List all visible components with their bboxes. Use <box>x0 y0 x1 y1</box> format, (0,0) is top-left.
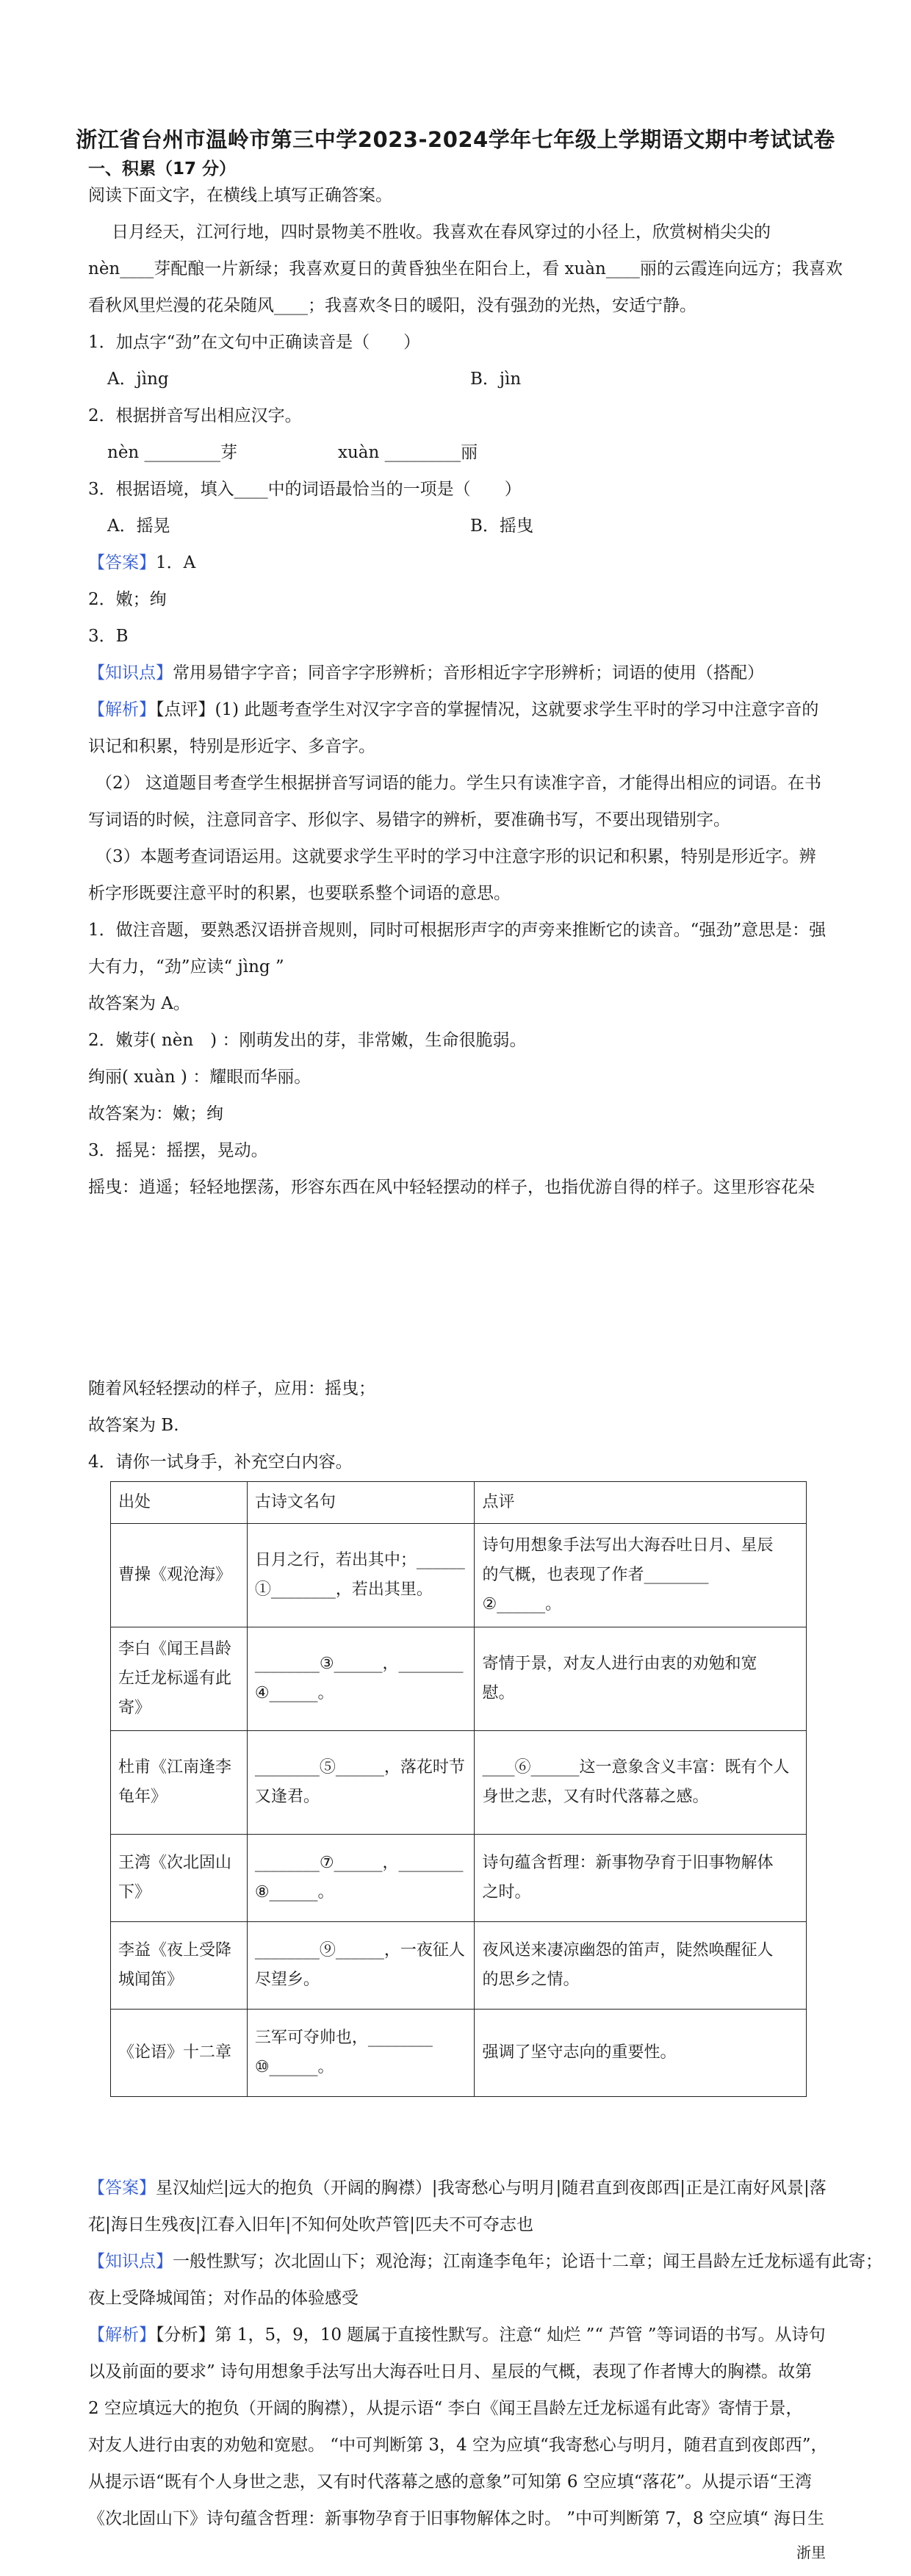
analysis-line: 故答案为：嫩；绚 <box>88 1104 223 1123</box>
quote-cell: ________⑦______，________ ⑧______。 <box>247 1835 475 1922</box>
question-3: 3．根据语境，填入____中的词语最恰当的一项是（ ） <box>88 480 522 499</box>
comment-cell: 诗句蕴含哲理：新事物孕育于旧事物解体 之时。 <box>475 1835 807 1922</box>
quote-cell: 三军可夺帅也，________ ⑩______。 <box>247 2010 475 2097</box>
analysis-line: 以及前面的要求” 诗句用想象手法写出大海吞吐日月、星辰的气概，表现了作者博大的胸襟。故第 <box>88 2362 813 2381</box>
analysis-line: 1．做注音题，要熟悉汉语拼音规则，同时可根据形声字的声旁来推断它的读音。“强劲”意思是：强 <box>88 921 827 940</box>
answer-text: 星汉灿烂|远大的抱负（开阔的胸襟）|我寄愁心与明月|随君直到夜郎西|正是江南好风景|落 <box>156 2179 827 2198</box>
analysis-line: 对友人进行由衷的劝勉和宽慰。 “中可判断第 3，4 空为应填“我寄愁心与明月，随君直到夜郎西”， <box>88 2436 828 2455</box>
option-b: B．摇曳 <box>470 517 533 536</box>
answer-line: 2．嫩；绚 <box>88 590 167 609</box>
analysis-line: （2） 这道题目考查学生根据拼音写词语的能力。学生只有读准字音，才能得出相应的词语。在书 <box>96 774 821 793</box>
table-header-row <box>111 1482 807 1524</box>
comment-cell: 诗句用想象手法写出大海吞吐日月、星辰 的气概，也表现了作者________ ②______。 <box>475 1524 807 1627</box>
question-4: 4．请你一试身手，补充空白内容。 <box>88 1453 353 1472</box>
poem-table <box>110 1481 807 2097</box>
analysis-line: 大有力，“劲”应读“ jìng ” <box>88 957 284 976</box>
comment-cell: 强调了坚守志向的重要性。 <box>475 2010 807 2097</box>
option-a: A．摇晃 <box>107 517 170 536</box>
comment-cell: ____⑥______这一意象含义丰富：既有个人 身世之悲，又有时代落幕之感。 <box>475 1731 807 1835</box>
source-cell: 曹操《观沧海》 <box>111 1524 248 1627</box>
passage-line: nèn____芽配酿一片新绿；我喜欢夏日的黄昏独坐在阳台上，看 xuàn____丽的云霞连向远方；我喜欢 <box>88 259 843 278</box>
answer-text: 1．A <box>156 553 196 572</box>
source-cell: 杜甫《江南逢李 龟年》 <box>111 1731 248 1835</box>
comment-cell: 夜风送来凄凉幽怨的笛声，陡然唤醒征人 的思乡之情。 <box>475 1922 807 2010</box>
analysis-line: 析字形既要注意平时的积累，也要联系整个词语的意思。 <box>88 884 511 903</box>
pinyin-blank: xuàn _________丽 <box>338 443 478 462</box>
analysis-line: 写词语的时候，注意同音字、形似字、易错字的辨析，要准确书写，不要出现错别字。 <box>88 810 730 830</box>
analysis-line: （3）本题考查词语运用。这就要求学生平时的学习中注意字形的识记和积累，特别是形近字。辨 <box>96 847 816 866</box>
answer-block <box>88 551 823 575</box>
answer-line: 3．B <box>88 627 129 646</box>
source-cell: 王湾《次北固山 下》 <box>111 1835 248 1922</box>
source-cell: 李白《闻王昌龄 左迁龙标遥有此 寄》 <box>111 1627 248 1731</box>
analysis-line: 从提示语“既有个人身世之悲，又有时代落幕之感的意象”可知第 6 空应填“落花”。从提示语“王湾 <box>88 2472 813 2492</box>
analysis-line: 2．嫩芽( nèn ) ：刚萌发出的芽，非常嫩，生命很脆弱。 <box>88 1031 527 1050</box>
table-row <box>111 1627 807 1731</box>
answer-line: 花|海日生残夜|江春入旧年|不知何处吹芦管|匹夫不可夺志也 <box>88 2215 533 2234</box>
knowledge-tag: 【知识点】 <box>88 2252 173 2271</box>
page-footer: 浙里 <box>796 2544 826 2561</box>
table-row <box>111 1835 807 1922</box>
answer-tag: 【答案】 <box>88 2179 156 2198</box>
analysis-line: 随着风轻轻摆动的样子，应用：摇曳； <box>88 1379 375 1398</box>
answer-block <box>88 2176 827 2200</box>
pinyin-blank: nèn _________芽 <box>107 443 238 462</box>
source-cell: 李益《夜上受降 城闻笛》 <box>111 1922 248 2010</box>
column-header: 古诗文名句 <box>247 1482 475 1524</box>
source-cell: 《论语》十二章 <box>111 2010 248 2097</box>
table-row <box>111 1922 807 2010</box>
analysis-line <box>88 698 823 722</box>
analysis-line: 《次北固山下》诗句蕴含哲理：新事物孕育于旧事物解体之时。 ”中可判断第 7，8 空应填“ 海日生 <box>88 2509 825 2528</box>
answer-tag: 【答案】 <box>88 553 156 572</box>
analysis-text: 【点评】(1) 此题考查学生对汉字字音的掌握情况，这就要求学生平时的学习中注意字音的 <box>156 700 819 719</box>
analysis-line: 2 空应填远大的抱负（开阔的胸襟），从提示语“ 李白《闻王昌龄左迁龙标遥有此寄》寄情于景， <box>88 2399 803 2418</box>
knowledge-tag: 【知识点】 <box>88 663 173 683</box>
instructions: 阅读下面文字，在横线上填写正确答案。 <box>88 186 392 205</box>
question-2: 2．根据拼音写出相应汉字。 <box>88 406 302 425</box>
analysis-line: 识记和积累，特别是形近字、多音字。 <box>88 737 375 756</box>
knowledge-point <box>88 2250 882 2273</box>
knowledge-point <box>88 661 823 685</box>
comment-cell: 寄情于景，对友人进行由衷的劝勉和宽 慰。 <box>475 1627 807 1731</box>
column-header: 点评 <box>475 1482 807 1524</box>
analysis-tag: 【解析】 <box>88 700 156 719</box>
knowledge-line: 夜上受降城闻笛；对作品的体验感受 <box>88 2289 359 2308</box>
quote-cell: ________⑨______，一夜征人 尽望乡。 <box>247 1922 475 2010</box>
analysis-line: 3．摇晃：摇摆，晃动。 <box>88 1141 268 1160</box>
knowledge-text: 一般性默写；次北固山下；观沧海；江南逢李龟年；论语十二章；闻王昌龄左迁龙标遥有此寄； <box>173 2252 882 2271</box>
knowledge-text: 常用易错字字音；同音字字形辨析；音形相近字字形辨析；词语的使用（搭配） <box>173 663 764 683</box>
analysis-line: 故答案为 A。 <box>88 994 190 1013</box>
question-1: 1．加点字“劲”在文句中正确读音是（ ） <box>88 333 421 352</box>
table-row <box>111 1524 807 1627</box>
analysis-line: 摇曳：逍遥；轻轻地摆荡，形容东西在风中轻轻摆动的样子，也指优游自得的样子。这里形容花朵 <box>88 1178 815 1197</box>
passage-line: 日月经天，江河行地，四时景物美不胜收。我喜欢在春风穿过的小径上，欣赏树梢尖尖的 <box>112 223 771 242</box>
section-heading: 一、积累（17 分） <box>88 159 237 179</box>
table-row <box>111 2010 807 2097</box>
table-row <box>111 1731 807 1835</box>
quote-cell: ________⑤______，落花时节 又逢君。 <box>247 1731 475 1835</box>
option-a: A．jìng <box>107 370 169 389</box>
analysis-line: 故答案为 B. <box>88 1416 179 1435</box>
analysis-line: 绚丽( xuàn ) ：耀眼而华丽。 <box>88 1068 312 1087</box>
passage-line: 看秋风里烂漫的花朵随风____；我喜欢冬日的暖阳，没有强劲的光热，安适宁静。 <box>88 296 696 315</box>
quote-cell: ________③______，________ ④______。 <box>247 1627 475 1731</box>
analysis-line <box>88 2323 826 2347</box>
option-b: B．jìn <box>470 370 522 389</box>
analysis-tag: 【解析】 <box>88 2325 156 2345</box>
analysis-text: 【分析】第 1，5，9，10 题属于直接性默写。注意“ 灿烂 ”“ 芦管 ”等词语的书写。从诗句 <box>156 2325 826 2345</box>
quote-cell: 日月之行，若出其中；______ ①________，若出其里。 <box>247 1524 475 1627</box>
column-header: 出处 <box>111 1482 248 1524</box>
page-title: 浙江省台州市温岭市第三中学2023-2024学年七年级上学期语文期中考试试卷 <box>76 127 835 152</box>
